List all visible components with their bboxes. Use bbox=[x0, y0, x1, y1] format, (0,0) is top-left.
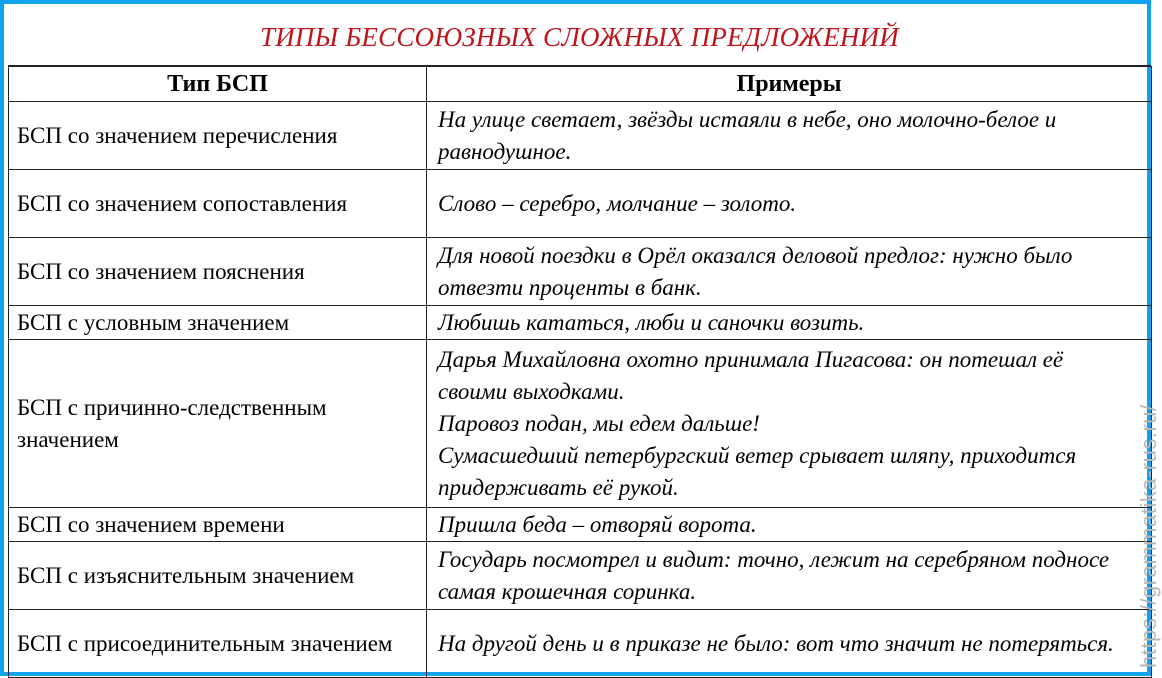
bsp-type-cell: БСП со значением перечисления bbox=[9, 102, 427, 170]
table-row bbox=[9, 610, 1152, 678]
bsp-type-cell: БСП с причинно-следственным значением bbox=[9, 340, 427, 508]
example-text: Сумасшедший петербургский ветер срывает шляпу, приходится придерживать её рукой. bbox=[438, 442, 1077, 500]
example-text: Слово – серебро, молчание – золото. bbox=[438, 190, 797, 216]
table-row bbox=[9, 306, 1152, 340]
table-header-row bbox=[9, 67, 1152, 102]
table-row bbox=[9, 102, 1152, 170]
example-text: Государь посмотрел и видит: точно, лежит на серебряном подносе самая крошечная соринка. bbox=[438, 546, 1110, 604]
bsp-example-cell bbox=[427, 340, 1152, 508]
table-row bbox=[9, 340, 1152, 508]
table-row bbox=[9, 170, 1152, 238]
example-text: Любишь кататься, люби и саночки возить. bbox=[438, 309, 865, 335]
example-text: На улице светает, звёзды истаяли в небе, оно молочно-белое и равнодушное. bbox=[438, 106, 1057, 164]
bsp-example-cell bbox=[427, 238, 1152, 306]
bsp-type-cell: БСП с присоединительным значением bbox=[9, 610, 427, 678]
watermark-url: https://grammatika-rus.ru/ bbox=[1136, 404, 1161, 668]
bsp-type-cell: БСП со значением пояснения bbox=[9, 238, 427, 306]
bsp-type-cell: БСП со значением сопоставления bbox=[9, 170, 427, 238]
bsp-types-table bbox=[8, 66, 1152, 678]
bsp-example-cell bbox=[427, 170, 1152, 238]
example-text: Пришла беда – отворяй ворота. bbox=[438, 511, 757, 537]
table-row bbox=[9, 238, 1152, 306]
bsp-type-cell: БСП с изъяснительным значением bbox=[9, 542, 427, 610]
bsp-type-cell: БСП с условным значением bbox=[9, 306, 427, 340]
column-header-examples: Примеры bbox=[427, 67, 1152, 102]
table-row bbox=[9, 508, 1152, 542]
bsp-example-cell bbox=[427, 306, 1152, 340]
bsp-example-cell bbox=[427, 508, 1152, 542]
column-header-type: Тип БСП bbox=[9, 67, 427, 102]
bsp-type-cell: БСП со значением времени bbox=[9, 508, 427, 542]
page-title: ТИПЫ БЕССОЮЗНЫХ СЛОЖНЫХ ПРЕДЛОЖЕНИЙ bbox=[8, 8, 1151, 66]
example-text: Для новой поездки в Орёл оказался деловой предлог: нужно было отвезти проценты в банк. bbox=[438, 242, 1073, 300]
table-row bbox=[9, 542, 1152, 610]
bsp-example-cell bbox=[427, 102, 1152, 170]
example-text: На другой день и в приказе не было: вот что значит не потеряться. bbox=[438, 630, 1114, 656]
example-text: Дарья Михайловна охотно принимала Пигасова: он потешал её своими выходками. bbox=[438, 346, 1064, 404]
bsp-example-cell bbox=[427, 610, 1152, 678]
example-text: Паровоз подан, мы едем дальше! bbox=[438, 410, 760, 436]
bsp-example-cell bbox=[427, 542, 1152, 610]
